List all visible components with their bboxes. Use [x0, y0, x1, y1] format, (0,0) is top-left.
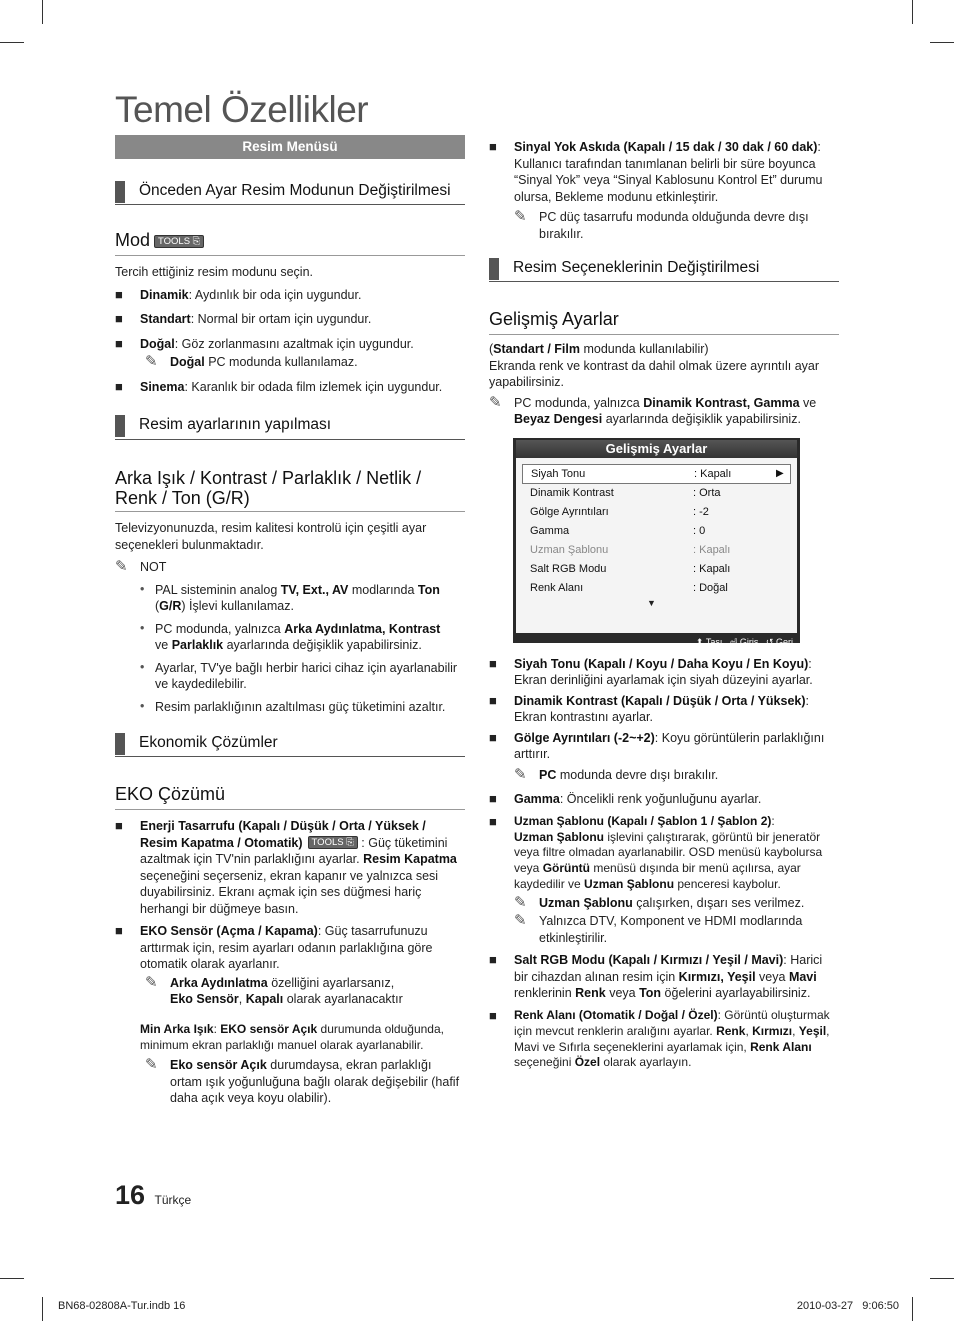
- min-arka-isik: Min Arka Işık: EKO sensör Açık durumunda olduğunda, minimum ekran parlaklığı manuel olarak ayarlanabilir.: [140, 1021, 444, 1052]
- list-item: ■ Uzman Şablonu (Kapalı / Şablon 1 / Şablon 2): Uzman Şablonu işlevini çalıştırarak, görüntü bir jeneratör veya filtre olmadan ayarlanabilir. OSD menüsü kaybolursa veya Görüntü menüsü dışında bir menü açılırsa, ayar kaydedilir ve Uzman Şablonu penceresi kaybolur.: [489, 814, 839, 893]
- list-item: • PAL sisteminin analog TV, Ext., AV modlarında Ton (G/R) İşlevi kullanılamaz.: [140, 582, 465, 615]
- section-heading-arka: Arka Işık / Kontrast / Parlaklık / Netlik / Renk / Ton (G/R): [115, 468, 465, 512]
- list-item: ■ Siyah Tonu (Kapalı / Koyu / Daha Koyu / En Koyu): Ekran derinliğini ayarlamak için siyah düzeyini ayarlar.: [489, 656, 839, 689]
- section-heading-gelismis: Gelişmiş Ayarlar: [489, 308, 839, 335]
- crop-mark: [0, 42, 24, 43]
- osd-title: Gelişmiş Ayarlar: [516, 440, 797, 458]
- list-item: [115, 336, 465, 353]
- tools-label: TOOLS: [158, 236, 191, 248]
- list-item: [115, 379, 465, 396]
- menu-bar: Resim Menüsü: [115, 135, 465, 159]
- arrow-right-icon: ▶: [776, 467, 784, 479]
- right-column: [489, 139, 839, 1071]
- nav-move: Taşı: [705, 636, 723, 647]
- language: Türkçe: [154, 1193, 192, 1207]
- note: ✎ PC düç tasarrufu modunda olduğunda devre dışı bırakılır.: [514, 209, 839, 242]
- mod-intro: Tercih ettiğiniz resim modunu seçin.: [115, 265, 313, 280]
- list-item: ■ Gölge Ayrıntıları (-2~+2): Koyu görüntülerin parlaklığını arttırır.: [489, 730, 839, 763]
- crop-mark: [912, 1297, 913, 1321]
- list-item: [115, 311, 465, 328]
- dot-list: [115, 582, 465, 716]
- desc: : Normal bir ortam için uygundur.: [190, 312, 372, 327]
- note: ✎ Uzman Şablonu çalışırken, dışarı ses verilmez.: [514, 895, 839, 912]
- left-column: [115, 135, 465, 1107]
- osd-nav: [516, 633, 797, 653]
- subsection-title: Önceden Ayar Resim Modunun Değiştirilmesi: [139, 182, 451, 199]
- term: Doğal: [170, 355, 205, 370]
- section-heading-eko: EKO Çözümü: [115, 783, 465, 810]
- subsection-title: Resim Seçeneklerinin Değiştirilmesi: [513, 259, 760, 276]
- list-item: • Ayarlar, TV'ye bağlı herbir harici cihaz için ayarlanabilir ve kaydedilebilir.: [140, 660, 465, 693]
- osd-row-golge[interactable]: Gölge Ayrıntıları : -2: [530, 505, 709, 518]
- tools-badge: TOOLS ⎘: [308, 836, 358, 849]
- nav-enter: Giriş: [739, 636, 759, 647]
- osd-row-dinamik-kontrast[interactable]: Dinamik Kontrast : Orta: [530, 486, 721, 499]
- subsection-title: Resim ayarlarının yapılması: [139, 416, 332, 434]
- subsection-title: Ekonomik Çözümler: [139, 734, 278, 752]
- crop-mark: [42, 0, 43, 24]
- subsection-heading: [115, 415, 465, 439]
- page-title: Temel Özellikler: [115, 89, 369, 130]
- osd-row-rgb[interactable]: Salt RGB Modu : Kapalı: [530, 562, 731, 575]
- note: ✎ Yalnızca DTV, Komponent ve HDMI modlarında etkinleştirilir.: [514, 913, 839, 946]
- g-intro2: Ekranda renk ve kontrast da dahil olmak üzere ayrıntılı ayar yapabilirsiniz.: [489, 358, 820, 390]
- page-number: 16: [115, 1180, 146, 1210]
- arka-intro: Televizyonunuzda, resim kalitesi kontrolü için çeşitli ayar seçenekleri bulunmaktadır.: [115, 521, 427, 552]
- nav-back: Geri: [775, 636, 793, 647]
- osd-row-renk-alani[interactable]: Renk Alanı : Doğal: [530, 581, 728, 594]
- list-item: [115, 287, 465, 304]
- section-heading-mod: [115, 229, 465, 256]
- desc: PC modunda kullanılamaz.: [204, 355, 358, 370]
- list-item: ■ EKO Sensör (Açma / Kapama): Güç tasarrufunuzu arttırmak için, resim ayarları odanın parlaklığına göre otomatik olarak ayarlanır.: [115, 923, 465, 973]
- list-item: ■ Enerji Tasarrufu (Kapalı / Düşük / Orta / Yüksek / Resim Kapatma / Otomatik) TOOLS ⎘ : Güç tüketimini azaltmak için TV'nin parlaklığını ayarlar. Resim Kapatma seçeneğini seçerseniz, ekran kapanır ve yalnızca sesi duyabilirsiniz. Ekranı açmak için ses düğmesi hariç herhangi bir düğmeye basın.: [115, 818, 465, 917]
- list-item: ■ Sinyal Yok Askıda (Kapalı / 15 dak / 30 dak / 60 dak): Kullanıcı tarafından tanımlanan belirli bir süre boyunca “Sinyal Yok” veya “Sinyal Kablosunu Kontrol Et” durumu olursa, Bekleme modunu etkinleştirir.: [489, 139, 839, 205]
- note: ✎ PC modunda, yalnızca Dinamik Kontrast, Gamma ve Beyaz Dengesi ayarlarında değişiklik yapabilirsiniz.: [489, 395, 839, 428]
- desc: : Karanlık bir odada film izlemek için uygundur.: [184, 379, 443, 394]
- term: Dinamik: [140, 287, 189, 302]
- list-item: • Resim parlaklığının azaltılması güç tüketimini azaltır.: [140, 699, 465, 716]
- g-intro: (Standart / Film modunda kullanılabilir): [489, 342, 709, 357]
- list-item: ■ Dinamik Kontrast (Kapalı / Düşük / Orta / Yüksek): Ekran kontrastını ayarlar.: [489, 693, 839, 726]
- list-item: • PC modunda, yalnızca Arka Aydınlatma, Kontrast ve Parlaklık ayarlarında değişiklik yapabilirsiniz.: [140, 621, 465, 654]
- enter-icon: ⏎: [729, 636, 738, 647]
- footer-date: 2010-03-27 9:06:50: [796, 1300, 899, 1312]
- tools-badge: TOOLS ⎘: [154, 235, 204, 248]
- osd-row-gamma[interactable]: Gamma : 0: [530, 524, 706, 537]
- crop-mark: [912, 0, 913, 24]
- crop-mark: [930, 42, 954, 43]
- note: ✎ Eko sensör Açık durumdaysa, ekran parlaklığı ortam ışık yoğunluğuna bağlı olarak değişebilir (hafif daha açık veya koyu olabilir).: [145, 1057, 465, 1107]
- note: ✎ PC modunda devre dışı bırakılır.: [514, 767, 839, 784]
- osd-row-siyah-tonu[interactable]: Siyah Tonu : Kapalı ▶: [522, 464, 791, 484]
- term: Standart: [140, 312, 191, 327]
- list-item: ■ Renk Alanı (Otomatik / Doğal / Özel): Görüntü oluşturmak için mevcut renklerin aralığını ayarlar. Renk, Kırmızı, Yeşil, Mavi ve Sıfırla seçeneklerini ayarlamak için, Renk Alanı seçeneğini Özel olarak ayarlayın.: [489, 1008, 839, 1071]
- subsection-heading: [115, 181, 465, 205]
- updown-icon: ⬍: [695, 636, 704, 647]
- list-item: ■ Gamma: Öncelikli renk yoğunluğunu ayarlar.: [489, 791, 839, 808]
- note: ✎ Arka Aydınlatma özelliğini ayarlarsanız, Eko Sensör, Kapalı olarak ayarlanacaktır: [145, 975, 465, 1008]
- note: [145, 354, 465, 371]
- return-icon: ↺: [765, 636, 774, 647]
- crop-mark: [42, 1297, 43, 1321]
- osd-menu: [513, 438, 800, 647]
- footer-file: BN68-02808A-Tur.indb 16: [58, 1300, 186, 1312]
- note-label: NOT: [140, 560, 167, 575]
- crop-mark: [0, 1278, 24, 1279]
- subsection-heading: [115, 733, 465, 757]
- term: Doğal: [140, 336, 175, 351]
- osd-row-uzman: Uzman Şablonu : Kapalı: [530, 543, 731, 556]
- heading-text: Mod: [115, 230, 151, 251]
- subsection-heading: [489, 258, 839, 282]
- osd-list: [516, 458, 797, 633]
- note: [115, 559, 465, 576]
- desc: : Göz zorlanmasını azaltmak için uygundur.: [174, 336, 414, 351]
- crop-mark: [930, 1278, 954, 1279]
- desc: : Aydınlık bir oda için uygundur.: [188, 287, 362, 302]
- list-item: ■ Salt RGB Modu (Kapalı / Kırmızı / Yeşil / Mavi): Harici bir cihazdan alınan resim için Kırmızı, Yeşil veya Mavi renklerinin Renk veya Ton öğelerini ayarlayabilirsiniz.: [489, 952, 839, 1002]
- term: Sinema: [140, 379, 185, 394]
- page-footer: [115, 1178, 191, 1214]
- scroll-down-icon[interactable]: ▼: [647, 597, 656, 608]
